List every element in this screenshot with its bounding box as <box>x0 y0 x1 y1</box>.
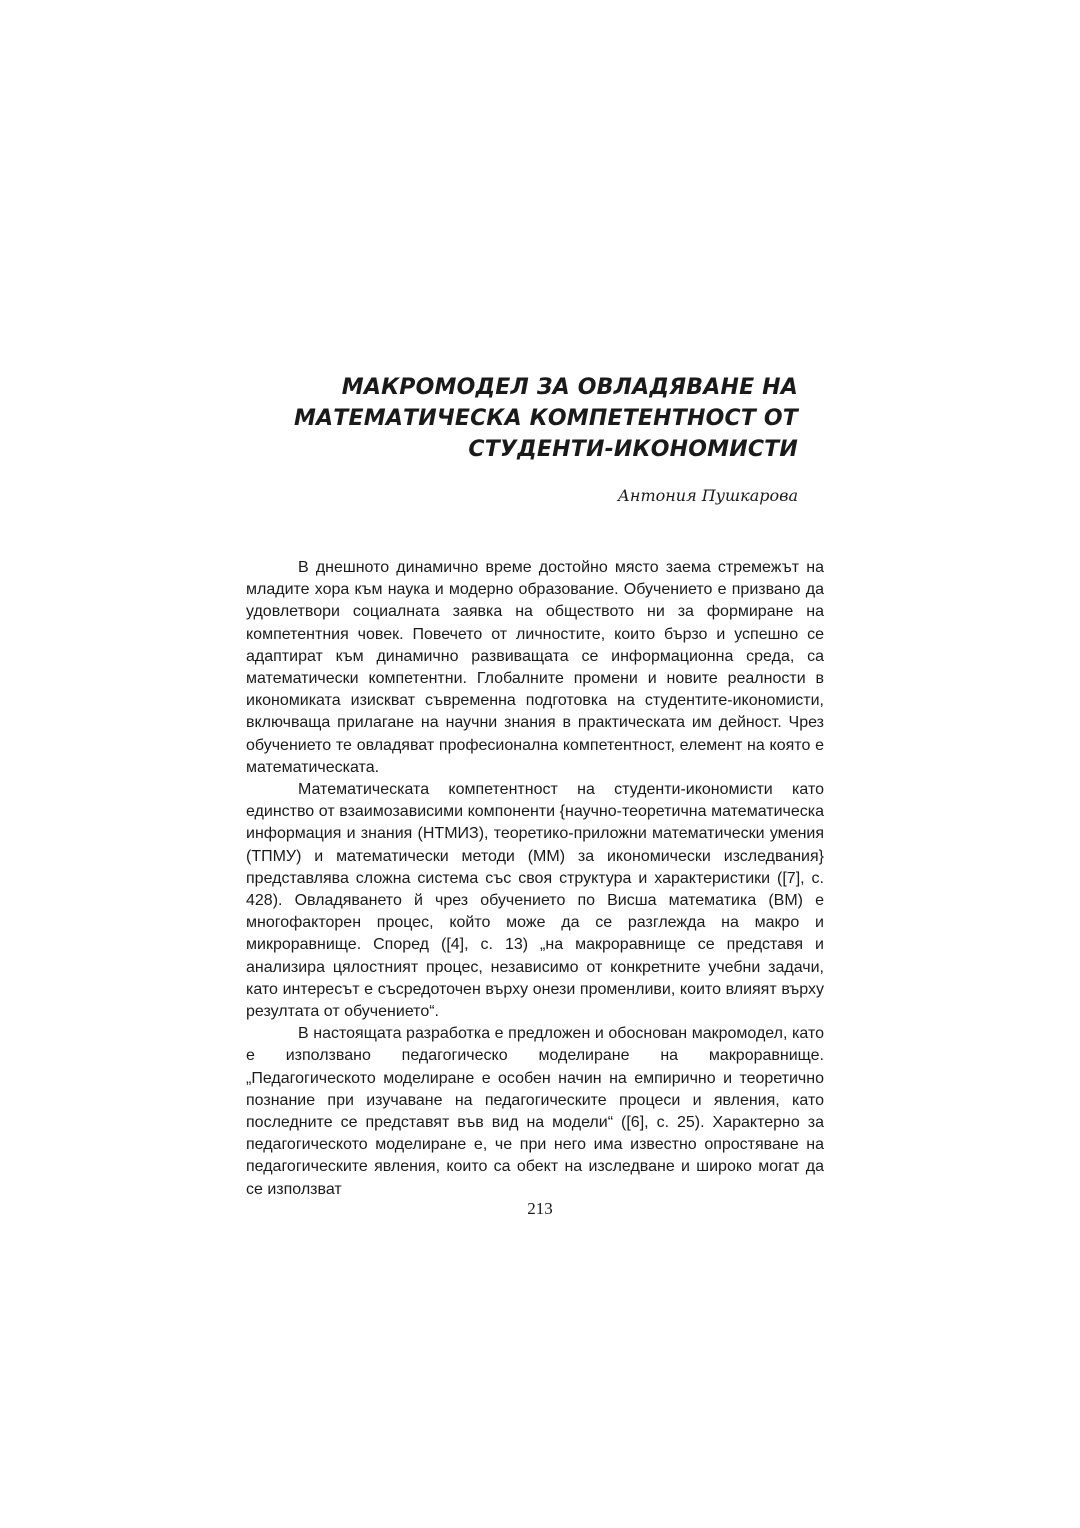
article-title-line-1: МАКРОМОДЕЛ ЗА ОВЛАДЯВАНЕ НА <box>341 375 798 400</box>
article-body <box>246 557 824 1201</box>
body-paragraph-2: Математическата компетентност на студенти-икономисти като единство от взаимозависими компоненти {научно-теоретична математическа информация и знания (НТМИЗ), теоретико-приложни математически умения (ТПМУ) и математически методи (ММ) за икономически изследвания} представлява сложна система със своя структура и характеристики ([7], с. 428). Овладяването й чрез обучението по Висша математика (ВМ) е многофакторен процес, който може да се разглежда на макро и микроравнище. Според ([4], с. 13) „на макроравнище се представя и анализира цялостният процес, независимо от конкретните учебни задачи, като интересът е съсредоточен върху онези променливи, които влияят върху резултата от обучението“. <box>246 781 824 1021</box>
article-title-line-3: СТУДЕНТИ-ИКОНОМИСТИ <box>468 437 798 462</box>
page-number: 213 <box>527 1199 553 1218</box>
article-title <box>250 372 798 465</box>
author-name: Антония Пушкарова <box>617 486 798 505</box>
article-title-line-2: МАТЕМАТИЧЕСКА КОМПЕТЕНТНОСТ ОТ <box>293 406 798 431</box>
body-paragraph-1: В днешното динамично време достойно място заема стремежът на младите хора към наука и модерно образование. Обучението е призвано да удовлетвори социалната заявка на обществото ни за формиране на компетентния човек. Повечето от личностите, които бързо и успешно се адаптират към динамично развиващата се информационна среда, са математически компетентни. Глобалните промени и новите реалности в икономиката изискват съвременна подготовка на студентите-икономисти, включваща прилагане на научни знания в практическата им дейност. Чрез обучението те овладяват професионална компетентност, елемент на която е математическата. <box>246 559 824 776</box>
body-paragraph-3: В настоящата разработка е предложен и обоснован макромодел, като е използвано педагогическо моделиране на макроравнище. „Педагогическото моделиране е особен начин на емпирично и теоретично познание при изучаване на педагогическите процеси и явления, като последните се представят във вид на модели“ ([6], с. 25). Характерно за педагогическото моделиране е, че при него има известно опростяване на педагогическите явления, които са обект на изследване и широко могат да се използват <box>246 1025 824 1198</box>
